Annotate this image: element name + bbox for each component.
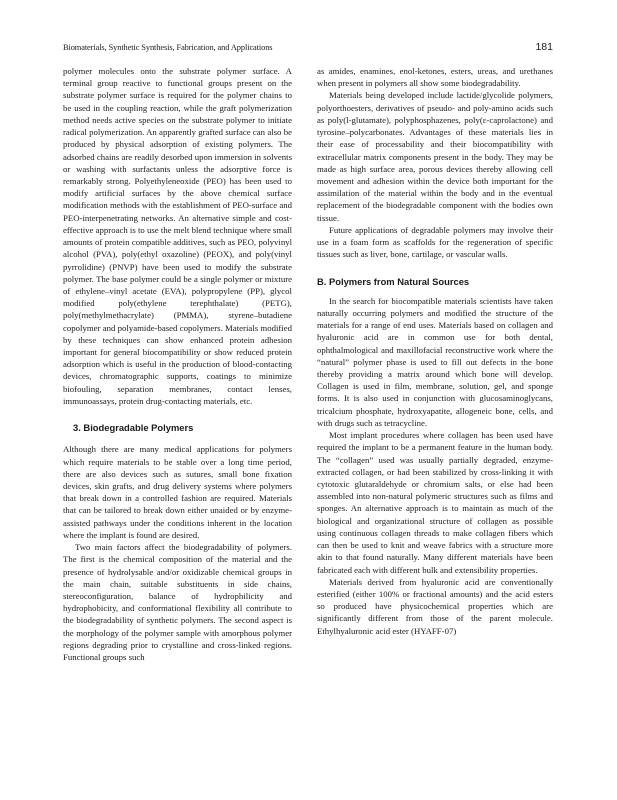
section-heading-biodegradable: 3. Biodegradable Polymers [73, 422, 194, 434]
left-paragraph-2: Although there are many medical applications for polymers which require materials to be stable over a long time period, there are also devices such as sutures, small bone fixation devices, skin grafts, and drug delivery systems where polymers that break down in a controlled fashion are required. Materials that can be tailored to break down either unaided or by enzyme-assisted pathways under the conditions inherent in the location where the implant is found are desired. [63, 444, 292, 540]
left-column [63, 65, 292, 663]
right-paragraph-3: Future applications of degradable polymers may involve their use in a foam form as scaffolds for the regeneration of specific tissues such as liver, bone, cartilage, or vascular walls. [317, 224, 553, 260]
section-heading-natural-sources: B. Polymers from Natural Sources [317, 275, 470, 287]
left-paragraph-1: polymer molecules onto the substrate polymer surface. A terminal group reactive to functional groups present on the substrate polymer surface is required for the polymer chains to be used in the coupling reaction, while the graft polymerization method needs active species on the substrate polymer to initiate radical polymerization. An apparently grafted surface can also be produced by physical adsorption of existing polymers. The adsorbed chains are readily desorbed upon immersion in solvents or washing with surfactants unless the adsorptive force is remarkably strong. Polyethyleneoxide (PEO) has been used to modify artificial surfaces by the above chemical surface modification methods with the establishment of PEO-surface and PEO-interpenetrating networks. An alternative simple and cost-effective approach is to use the melt blend technique where small amounts of protein compatible additives, such as PEO, polyvinyl alcohol (PVA), poly(ethyl oxazoline) (PEOX), and poly(vinyl pyrrolidine) (PNVP) have been used to modify the substrate polymer. The base polymer could be a single polymer or mixture of ethylene–vinyl acetate (EVA), polypropylene (PP), glycol modified poly(ethylene terephthalate) (PETG), poly(methylmethacrylate) (PMMA), styrene–butadiene copolymer and polyamide-based copolymers. Materials modified by these techniques can show enhanced protein adhesion important for general biocompatibility or show reduced protein adsorption which is useful in the production of blood-contacting devices, chromatographic supports, coatings to minimize biofouling, separation membranes, contact lenses, immunoassays, protein drug-contacting materials, etc. [63, 66, 292, 406]
right-paragraph-4: In the search for biocompatible materials scientists have taken naturally occurring polymers and modified the structure of the materials for a range of end uses. Materials based on collagen and hyaluronic acid are in common use for both dental, ophthalmological and maxillofacial reconstructive work where the “natural” polymer phase is used to fill out defects in the bone thereby providing a matrix around which bone will develop. Collagen is used in film, membrane, solution, gel, and sponge forms. It is also used in conjunction with glucosaminoglycans, tricalcium phosphate, hydroxyapatite, allogeneic bone, cells, and with drugs such as tetracycline. [317, 295, 553, 428]
page-number: 181 [535, 41, 553, 53]
running-title: Biomaterials, Synthetic Synthesis, Fabrication, and Applications [63, 43, 273, 52]
right-paragraph-2: Materials being developed include lactide/glycolide polymers, polyorthoesters, derivatives of pseudo- and poly-amino acids such as poly(l-glutamate), polyphosphazenes, poly(ε-caprolactone) and tyrosine–polycarbonates. Advantages of these materials lies in their ease of processability and their biocompatibility with extracellular matrix components present in the body. They may be made as high surface area, porous devices thereby allowing cell movement and adhesion within the device both important for the assimilation of the material within the body and in the eventual replacement of the biodegradable component with the bodies own tissue. [317, 90, 553, 223]
left-paragraph-3: Two main factors affect the biodegradability of polymers. The first is the chemical composition of the material and the presence of hydrolysable and/or oxidizable chemical groups in the main chain, suitable substituents in side chains, stereoconfiguration, balance of hydrophilicity and hydrophobicity, and conformational flexibility all contribute to the biodegradability of synthetic polymers. The second aspect is the morphology of the polymer sample with amorphous polymer regions degrading prior to crystalline and cross-linked regions. Functional groups such [63, 542, 292, 663]
right-paragraph-5: Most implant procedures where collagen has been used have required the implant to be a permanent feature in the human body. The “collagen” used was usually partially degraded, enzyme-extracted collagen, or had been stabilized by cross-linking it with cytotoxic glutaraldehyde or chromium salts, or else had been assembled into non-natural polymeric structures such as films and sponges. An alternative approach is to maintain as much of the biological and organizational structure of collagen as possible using continuous collagen threads to make collagen fibers which can then be used to knit and weave fabrics with a structure more akin to that found naturally. Many different materials have been fabricated each with different bulk and extensibility properties. [317, 430, 553, 575]
right-paragraph-6: Materials derived from hyaluronic acid are conventionally esterified (either 100% or fractional amounts) and the acid esters so produced have physicochemical properties which are significantly different from those of the parent molecule. Ethylhyaluronic acid ester (HYAFF-07) [317, 576, 553, 636]
right-paragraph-1: as amides, enamines, enol-ketones, esters, ureas, and urethanes when present in polymers all show some biodegradability. [317, 66, 553, 89]
right-column [317, 65, 553, 637]
page-header [63, 41, 553, 55]
